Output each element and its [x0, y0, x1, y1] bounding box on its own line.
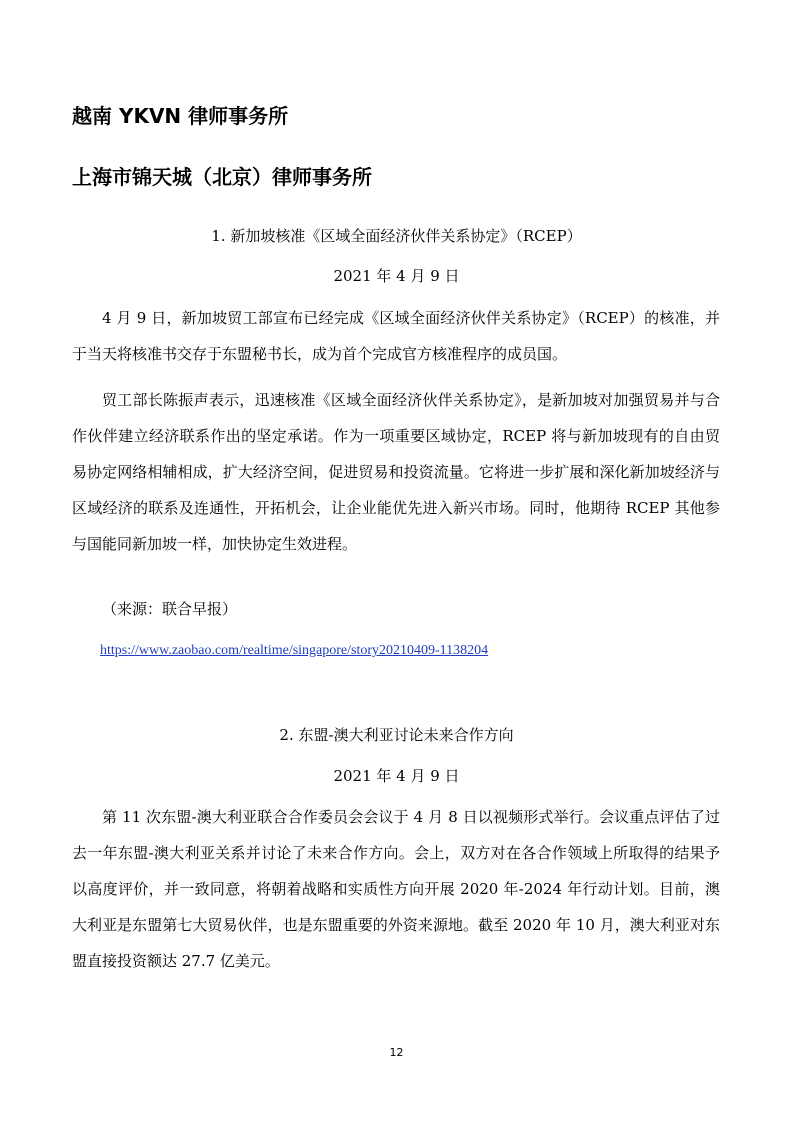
article-2-paragraph-1: 第 11 次东盟-澳大利亚联合合作委员会会议于 4 月 8 日以视频形式举行。会议重点评估了过去一年东盟-澳大利亚关系并讨论了未来合作方向。会上，双方对在各合作领域上所取得的结果予以高度评价，并一致同意，将朝着战略和实质性方向开展 2020 年-2024 年行动计划。目前，澳大利亚是东盟第七大贸易伙伴，也是东盟重要的外资来源地。截至 2020 年 10 月，澳大利亚对东盟直接投资额达 27.7 亿美元。 — [72, 808, 720, 970]
article-1-source-link[interactable]: https://www.zaobao.com/realtime/singapore/story20210409-1138204 — [100, 643, 489, 658]
article-1-paragraph-1: 4 月 9 日，新加坡贸工部宣布已经完成《区域全面经济伙伴关系协定》（RCEP）的核准，并于当天将核准书交存于东盟秘书长，成为首个完成官方核准程序的成员国。 — [72, 309, 720, 363]
article-1-date: 2021 年 4 月 9 日 — [333, 267, 460, 285]
article-2-title: 2. 东盟-澳大利亚讨论未来合作方向 — [279, 726, 514, 744]
firm-name-allbright: 上海市锦天城（北京）律师事务所 — [72, 165, 372, 189]
article-2-date: 2021 年 4 月 9 日 — [333, 767, 460, 785]
article-1-paragraph-2: 贸工部长陈振声表示，迅速核准《区域全面经济伙伴关系协定》，是新加坡对加强贸易并与合作伙伴建立经济联系作出的坚定承诺。作为一项重要区域协定，RCEP 将与新加坡现有的自由贸易协定网络相辅相成，扩大经济空间，促进贸易和投资流量。它将进一步扩展和深化新加坡经济与区域经济的联系及连通性，开拓机会，让企业能优先进入新兴市场。同时，他期待 RCEP 其他参与国能同新加坡一样，加快协定生效进程。 — [72, 391, 720, 553]
firm-name-ykvn: 越南 YKVN 律师事务所 — [72, 104, 289, 128]
article-1-title: 1. 新加坡核准《区域全面经济伙伴关系协定》（RCEP） — [211, 227, 582, 245]
article-1-source: （来源：联合早报） — [102, 600, 238, 618]
page-number: 12 — [389, 1046, 404, 1059]
